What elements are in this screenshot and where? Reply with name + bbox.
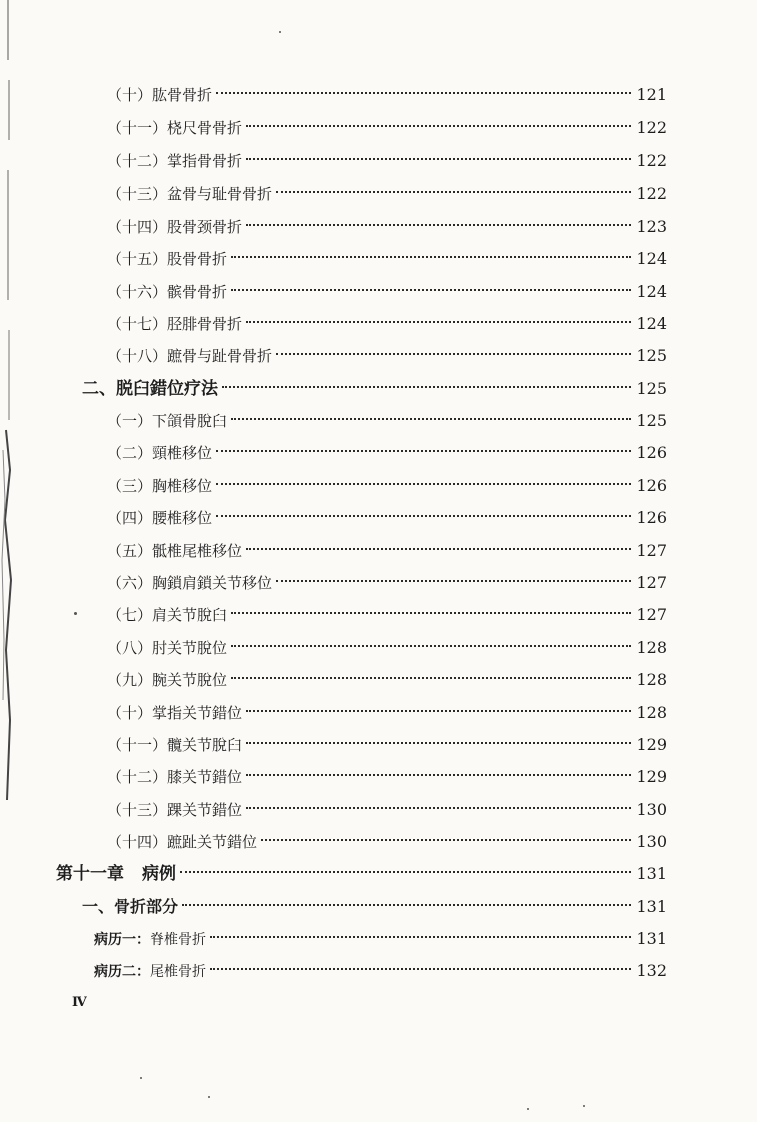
chapter-number: 第十一章 <box>56 864 124 884</box>
scan-speck <box>527 1108 529 1110</box>
entry-title: 盆骨与耻骨骨折 <box>167 185 273 203</box>
toc-entry[interactable] <box>107 179 667 209</box>
entry-page-number: 131 <box>636 897 667 916</box>
dot-leader <box>231 418 631 420</box>
toc-entry[interactable] <box>107 406 667 436</box>
entry-title: 胫腓骨骨折 <box>167 315 243 333</box>
entry-title: 骶椎尾椎移位 <box>152 542 243 560</box>
entry-title: 肩关节脫臼 <box>152 606 228 624</box>
entry-page-number: 125 <box>636 379 667 398</box>
scan-binding-edge <box>0 0 18 830</box>
toc-entry[interactable] <box>107 600 667 630</box>
dot-leader <box>231 677 631 679</box>
entry-number: （十六） <box>107 283 168 301</box>
dot-leader <box>182 904 631 906</box>
entry-page-number: 124 <box>636 282 667 301</box>
dot-leader <box>216 92 631 94</box>
dot-leader <box>246 774 631 776</box>
entry-number: （十七） <box>107 315 168 333</box>
dot-leader <box>216 483 631 485</box>
entry-number: （一） <box>107 412 153 430</box>
entry-title: 掌指骨骨折 <box>167 152 243 170</box>
entry-number: （二） <box>107 444 153 462</box>
entry-page-number: 124 <box>636 249 667 268</box>
entry-page-number: 127 <box>636 541 667 560</box>
entry-page-number: 126 <box>636 476 667 495</box>
entry-number: （十四） <box>107 833 168 851</box>
dot-leader <box>216 515 631 517</box>
entry-number: （八） <box>107 639 153 657</box>
entry-title: 股骨颈骨折 <box>167 218 243 236</box>
entry-page-number: 125 <box>636 346 667 365</box>
dot-leader <box>180 871 631 873</box>
entry-number: （十三） <box>107 185 168 203</box>
entry-number: （十三） <box>107 801 168 819</box>
toc-case-entry[interactable] <box>94 924 667 954</box>
toc-entry[interactable] <box>107 244 667 274</box>
toc-entry[interactable] <box>107 212 667 242</box>
entry-title: 髌骨骨折 <box>167 283 228 301</box>
entry-number: （十一） <box>107 119 168 137</box>
scan-speck <box>208 1096 210 1098</box>
section-number: 二、 <box>82 379 116 399</box>
entry-title: 蹠趾关节錯位 <box>167 833 258 851</box>
entry-number: （十八） <box>107 347 168 365</box>
dot-leader <box>246 807 631 809</box>
entry-number: （十二） <box>107 768 168 786</box>
entry-page-number: 128 <box>636 703 667 722</box>
dot-leader <box>261 839 631 841</box>
toc-entry[interactable] <box>107 277 667 307</box>
toc-entry[interactable] <box>107 438 667 468</box>
dot-leader <box>231 612 631 614</box>
toc-entry[interactable] <box>107 146 667 176</box>
dot-leader <box>246 742 631 744</box>
section-number: 一、 <box>82 897 115 916</box>
entry-title: 桡尺骨骨折 <box>167 119 243 137</box>
entry-page-number: 129 <box>636 767 667 786</box>
entry-number: （十四） <box>107 218 168 236</box>
entry-title: 掌指关节錯位 <box>152 704 243 722</box>
entry-page-number: 126 <box>636 508 667 527</box>
scan-speck <box>140 1077 142 1079</box>
entry-page-number: 131 <box>636 929 667 948</box>
scan-speck <box>74 612 77 615</box>
entry-page-number: 130 <box>636 832 667 851</box>
entry-number: （五） <box>107 542 153 560</box>
case-title: 脊椎骨折 <box>150 932 206 948</box>
toc-chapter-entry[interactable] <box>56 859 667 889</box>
toc-entry[interactable] <box>107 730 667 760</box>
dot-leader <box>216 450 631 452</box>
toc-entry[interactable] <box>107 568 667 598</box>
entry-number: （十一） <box>107 736 168 754</box>
toc-entry[interactable] <box>107 827 667 857</box>
entry-number: （三） <box>107 477 153 495</box>
entry-page-number: 129 <box>636 735 667 754</box>
entry-title: 腰椎移位 <box>152 509 213 527</box>
page-marker: Ⅳ <box>72 995 87 1010</box>
entry-page-number: 122 <box>636 151 667 170</box>
entry-title: 腕关节脫位 <box>152 671 228 689</box>
entry-page-number: 123 <box>636 217 667 236</box>
entry-page-number: 124 <box>636 314 667 333</box>
dot-leader <box>231 256 631 258</box>
case-number: 病历一： <box>94 932 150 948</box>
toc-entry[interactable] <box>107 309 667 339</box>
entry-page-number: 121 <box>636 85 667 104</box>
entry-page-number: 128 <box>636 638 667 657</box>
dot-leader <box>246 321 631 323</box>
toc-entry[interactable] <box>107 665 667 695</box>
dot-leader <box>276 191 631 193</box>
entry-title: 膝关节錯位 <box>167 768 243 786</box>
toc-entry[interactable] <box>107 633 667 663</box>
entry-title: 下頜骨脫臼 <box>152 412 228 430</box>
entry-number: （十） <box>107 704 153 722</box>
entry-number: （四） <box>107 509 153 527</box>
entry-page-number: 126 <box>636 443 667 462</box>
scan-speck <box>583 1105 585 1107</box>
dot-leader <box>246 548 631 550</box>
toc-entry[interactable] <box>107 80 667 110</box>
entry-page-number: 127 <box>636 605 667 624</box>
dot-leader <box>210 968 631 970</box>
entry-number: （十五） <box>107 250 168 268</box>
dot-leader <box>246 710 631 712</box>
entry-page-number: 131 <box>636 864 667 883</box>
entry-number: （十） <box>107 86 153 104</box>
chapter-title: 病例 <box>142 864 176 884</box>
entry-page-number: 130 <box>636 800 667 819</box>
toc-entry[interactable] <box>107 536 667 566</box>
toc-section-entry[interactable] <box>82 374 667 404</box>
entry-page-number: 125 <box>636 411 667 430</box>
entry-page-number: 122 <box>636 118 667 137</box>
entry-number: （九） <box>107 671 153 689</box>
scan-speck <box>279 31 281 33</box>
dot-leader <box>246 224 631 226</box>
dot-leader <box>246 125 631 127</box>
dot-leader <box>246 158 631 160</box>
toc-entry[interactable] <box>107 762 667 792</box>
entry-page-number: 128 <box>636 670 667 689</box>
toc-case-entry[interactable] <box>94 956 667 986</box>
entry-title: 頸椎移位 <box>152 444 213 462</box>
entry-number: （六） <box>107 574 153 592</box>
dot-leader <box>231 289 631 291</box>
entry-page-number: 122 <box>636 184 667 203</box>
toc-entry[interactable] <box>107 698 667 728</box>
toc-entry[interactable] <box>107 471 667 501</box>
entry-title: 胸鎖肩鎖关节移位 <box>152 574 273 592</box>
dot-leader <box>222 386 631 388</box>
toc-entry[interactable] <box>107 113 667 143</box>
entry-number: （七） <box>107 606 153 624</box>
section-title: 脱臼錯位疗法 <box>116 379 218 399</box>
case-title: 尾椎骨折 <box>150 964 206 980</box>
toc-section-entry[interactable] <box>82 892 667 922</box>
case-number: 病历二： <box>94 964 150 980</box>
dot-leader <box>210 936 631 938</box>
entry-number: （十二） <box>107 152 168 170</box>
dot-leader <box>276 353 631 355</box>
toc-entry[interactable] <box>107 503 667 533</box>
entry-title: 蹠骨与趾骨骨折 <box>167 347 273 365</box>
entry-title: 踝关节錯位 <box>167 801 243 819</box>
entry-title: 胸椎移位 <box>152 477 213 495</box>
dot-leader <box>231 645 631 647</box>
section-title: 骨折部分 <box>114 897 179 916</box>
entry-title: 股骨骨折 <box>167 250 228 268</box>
entry-title: 肱骨骨折 <box>152 86 213 104</box>
entry-page-number: 127 <box>636 573 667 592</box>
toc-entry[interactable] <box>107 341 667 371</box>
entry-page-number: 132 <box>636 961 667 980</box>
dot-leader <box>276 580 631 582</box>
entry-title: 肘关节脫位 <box>152 639 228 657</box>
toc-entry[interactable] <box>107 795 667 825</box>
entry-title: 髖关节脫臼 <box>167 736 243 754</box>
